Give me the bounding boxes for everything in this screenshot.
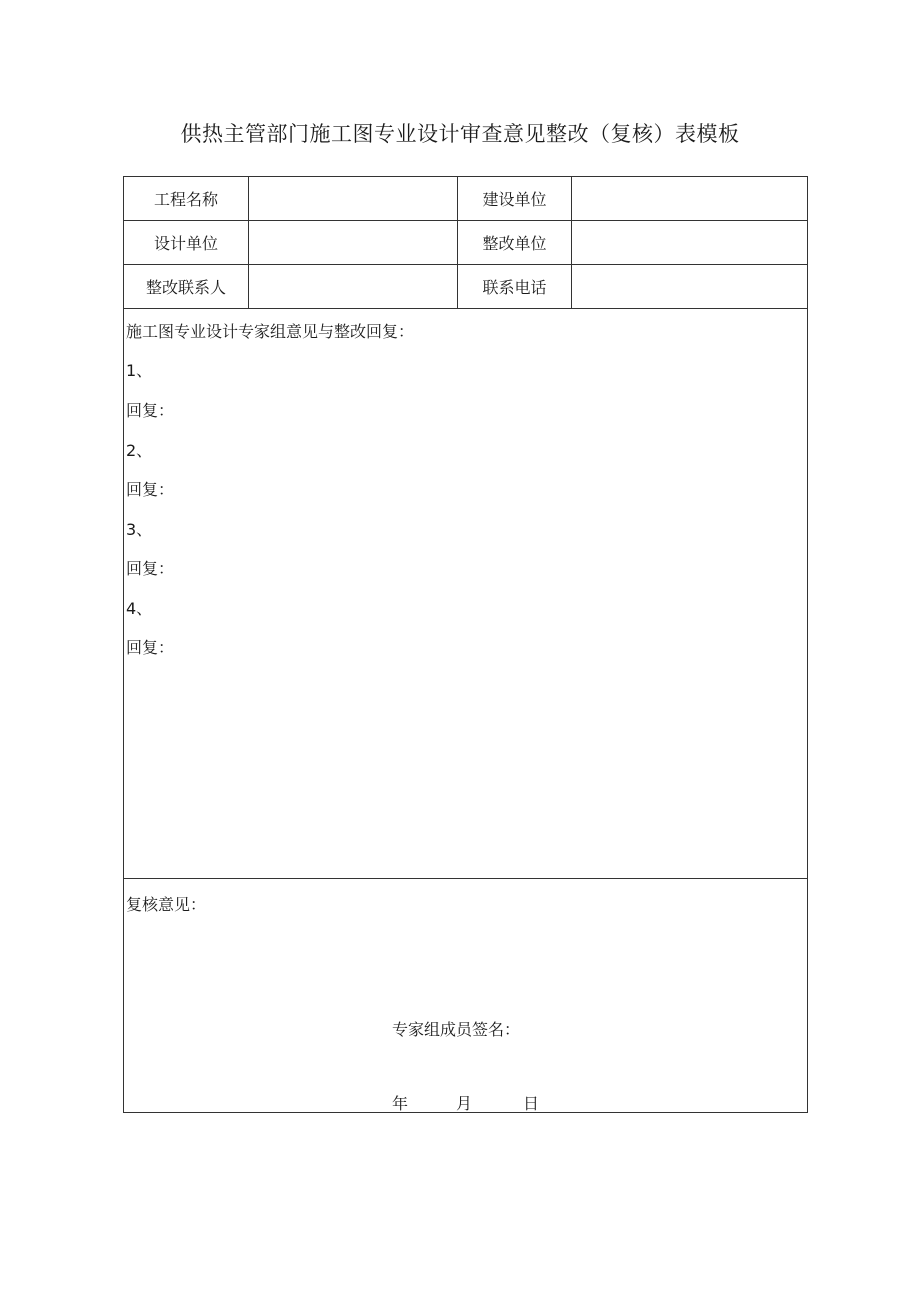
comment-reply-2: 回复： (126, 480, 175, 500)
review-heading: 复核意见： (126, 894, 207, 914)
comment-reply-4: 回复： (126, 638, 175, 658)
review-form-table (123, 176, 808, 1113)
comment-number-2: 2、 (126, 441, 153, 461)
rectification-unit-label: 整改单位 (458, 221, 572, 265)
project-name-field[interactable] (249, 177, 458, 221)
comment-number-3: 3、 (126, 520, 153, 540)
design-unit-label: 设计单位 (124, 221, 249, 265)
construction-unit-field[interactable] (572, 177, 808, 221)
comment-number-4: 4、 (126, 599, 153, 619)
page-title: 供热主管部门施工图专业设计审查意见整改（复核）表模板 (180, 122, 740, 146)
review-row (124, 878, 808, 1112)
comments-row (124, 309, 808, 879)
construction-unit-label: 建设单位 (458, 177, 572, 221)
design-unit-field[interactable] (249, 221, 458, 265)
phone-label: 联系电话 (458, 265, 572, 309)
phone-field[interactable] (572, 265, 808, 309)
signature-label: 专家组成员签名： (392, 1019, 521, 1039)
date-day: 日 (523, 1093, 540, 1113)
contact-person-field[interactable] (249, 265, 458, 309)
info-row-contact (124, 265, 808, 309)
rectification-unit-field[interactable] (572, 221, 808, 265)
comments-heading: 施工图专业设计专家组意见与整改回复： (126, 322, 415, 342)
comment-number-1: 1、 (126, 361, 153, 381)
comment-reply-1: 回复： (126, 401, 175, 421)
project-name-label: 工程名称 (124, 177, 249, 221)
date-year: 年 (392, 1093, 409, 1113)
comments-cell[interactable] (124, 309, 808, 879)
comment-reply-3: 回复： (126, 559, 175, 579)
date-month: 月 (456, 1093, 473, 1113)
info-row-project (124, 177, 808, 221)
info-row-design (124, 221, 808, 265)
contact-person-label: 整改联系人 (124, 265, 249, 309)
review-cell[interactable] (124, 878, 808, 1112)
